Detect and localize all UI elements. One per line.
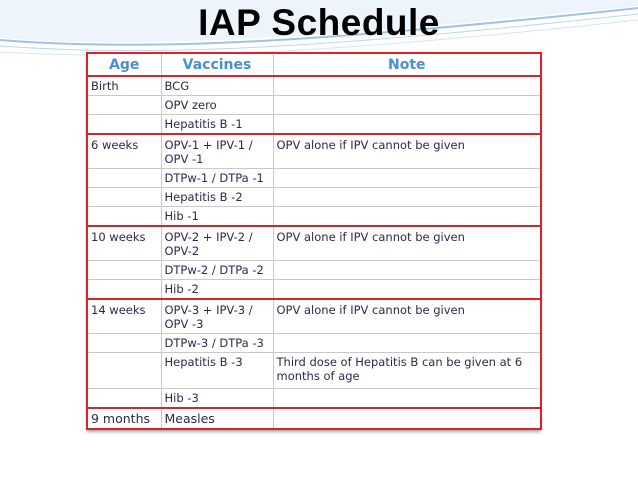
cell-vaccine: Hib -3 [161,389,273,409]
cell-vaccine: DTPw-2 / DTPa -2 [161,261,273,280]
cell-vaccine: OPV-3 + IPV-3 / OPV -3 [161,299,273,334]
table-row [87,280,541,300]
cell-age: Birth [87,76,161,96]
table-row [87,353,541,389]
header-vaccines: Vaccines [161,53,273,76]
table-row [87,134,541,169]
cell-vaccine: DTPw-1 / DTPa -1 [161,169,273,188]
table-row [87,115,541,135]
schedule-table [86,52,542,430]
cell-note [273,115,541,135]
cell-note [273,408,541,429]
table-row [87,76,541,96]
cell-note: Third dose of Hepatitis B can be given at 6 months of age [273,353,541,389]
table-row [87,261,541,280]
cell-age: 10 weeks [87,226,161,261]
cell-age [87,334,161,353]
cell-age [87,188,161,207]
cell-note [273,207,541,227]
cell-note [273,188,541,207]
cell-age [87,389,161,409]
table-row [87,207,541,227]
cell-note: OPV alone if IPV cannot be given [273,299,541,334]
header-note: Note [273,53,541,76]
cell-age [87,207,161,227]
cell-age [87,169,161,188]
cell-note [273,169,541,188]
cell-vaccine: Hepatitis B -2 [161,188,273,207]
cell-age: 14 weeks [87,299,161,334]
cell-note [273,334,541,353]
table-header-row [87,53,541,76]
cell-note [273,389,541,409]
table-row [87,96,541,115]
cell-vaccine: Hib -2 [161,280,273,300]
cell-age [87,280,161,300]
table-row [87,188,541,207]
table-row [87,226,541,261]
table-row [87,169,541,188]
cell-vaccine: Measles [161,408,273,429]
cell-vaccine: OPV-2 + IPV-2 / OPV-2 [161,226,273,261]
cell-age: 6 weeks [87,134,161,169]
cell-vaccine: OPV-1 + IPV-1 / OPV -1 [161,134,273,169]
cell-vaccine: Hepatitis B -3 [161,353,273,389]
table-row [87,299,541,334]
cell-note: OPV alone if IPV cannot be given [273,134,541,169]
cell-note [273,280,541,300]
cell-age: 9 months [87,408,161,429]
cell-vaccine: OPV zero [161,96,273,115]
cell-note [273,261,541,280]
slide-title: IAP Schedule [198,2,440,43]
cell-vaccine: BCG [161,76,273,96]
table-row [87,334,541,353]
table-row [87,389,541,409]
schedule-table-container [86,52,540,430]
cell-age [87,115,161,135]
cell-note [273,96,541,115]
cell-age [87,96,161,115]
cell-age [87,261,161,280]
cell-note [273,76,541,96]
cell-age [87,353,161,389]
table-row [87,408,541,429]
cell-note: OPV alone if IPV cannot be given [273,226,541,261]
cell-vaccine: Hepatitis B -1 [161,115,273,135]
cell-vaccine: Hib -1 [161,207,273,227]
cell-vaccine: DTPw-3 / DTPa -3 [161,334,273,353]
header-age: Age [87,53,161,76]
